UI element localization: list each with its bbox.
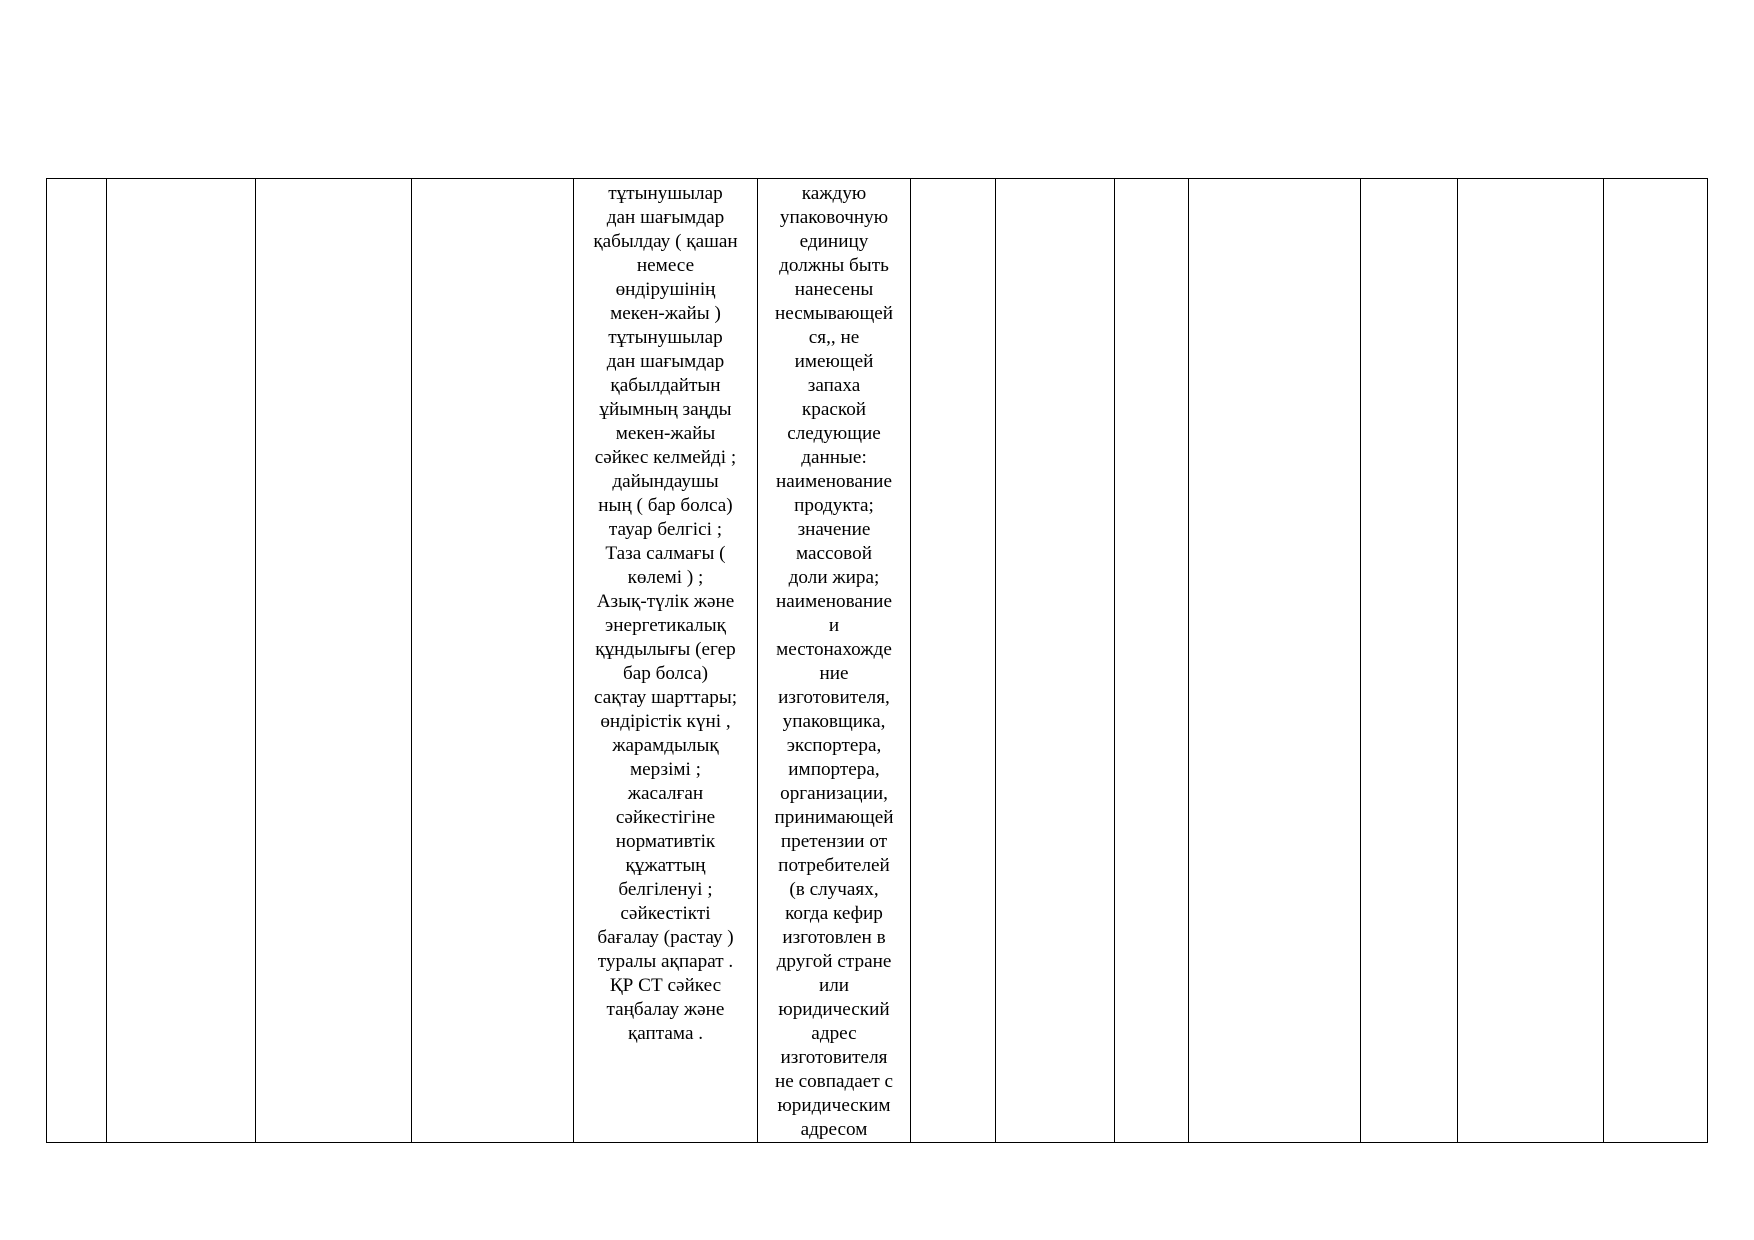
- text-line: ның ( бар болса): [598, 495, 733, 516]
- text-line: запаха: [807, 375, 861, 396]
- text-line: энергетикалық: [605, 615, 726, 636]
- text-line: и: [828, 615, 840, 636]
- text-line: белгіленуі ;: [618, 879, 713, 900]
- text-line: мерзімі ;: [630, 759, 701, 780]
- text-line: сақтау шарттары;: [593, 687, 738, 708]
- text-line: изготовлен в: [782, 927, 886, 948]
- text-line: өндірушінің: [615, 279, 716, 300]
- text-line: адресом: [800, 1119, 868, 1140]
- table-cell-1: [47, 179, 107, 1143]
- text-line: ние: [819, 663, 849, 684]
- russian-labeling-text: [758, 179, 910, 1142]
- text-line: наименование: [776, 471, 892, 492]
- text-line: когда кефир: [785, 903, 883, 924]
- text-line: мекен-жайы ): [610, 303, 721, 324]
- table-cell-11: [1361, 179, 1458, 1143]
- text-line: наименование: [776, 591, 892, 612]
- text-line: (в случаях,: [789, 879, 879, 900]
- text-line: не совпадает с: [774, 1071, 894, 1092]
- text-line: местонахожде: [776, 639, 892, 660]
- text-line: организации,: [780, 783, 888, 804]
- text-line: дайындаушы: [612, 471, 719, 492]
- table-cell-8: [996, 179, 1115, 1143]
- text-line: значение: [797, 519, 871, 540]
- table-cell-russian-labeling: [758, 179, 911, 1143]
- text-line: сәйкес келмейді ;: [594, 447, 737, 468]
- text-line: тұтынушылар: [608, 183, 723, 204]
- text-line: упаковочную: [779, 207, 889, 228]
- text-line: юридическим: [777, 1095, 891, 1116]
- text-line: другой стране: [776, 951, 892, 972]
- text-line: импортера,: [788, 759, 880, 780]
- text-line: принимающей: [774, 807, 894, 828]
- text-line: қабылдайтын: [610, 375, 721, 396]
- table-cell-4: [412, 179, 574, 1143]
- text-line: немесе: [636, 255, 695, 276]
- text-line: изготовителя,: [778, 687, 890, 708]
- text-line: дан шағымдар: [606, 351, 725, 372]
- text-line: ся,, не: [808, 327, 860, 348]
- text-line: құндылығы (егер: [595, 639, 736, 660]
- text-line: қабылдау ( қашан: [593, 231, 738, 252]
- table-row: [47, 179, 1708, 1143]
- text-line: доли жира;: [788, 567, 880, 588]
- table-cell-7: [911, 179, 996, 1143]
- text-line: ұйымның заңды: [599, 399, 732, 420]
- text-line: сәйкестікті: [620, 903, 711, 924]
- text-line: следующие: [787, 423, 881, 444]
- text-line: таңбалау және: [606, 999, 725, 1020]
- table-cell-2: [107, 179, 256, 1143]
- text-line: жасалған: [627, 783, 704, 804]
- table-cell-kazakh-labeling: [574, 179, 758, 1143]
- text-line: құжаттың: [625, 855, 706, 876]
- table-cell-9: [1115, 179, 1189, 1143]
- text-line: единицу: [799, 231, 869, 252]
- text-line: қаптама .: [627, 1023, 704, 1044]
- table-cell-10: [1189, 179, 1361, 1143]
- table-cell-12: [1458, 179, 1604, 1143]
- text-line: или: [818, 975, 850, 996]
- text-line: нормативтік: [615, 831, 716, 852]
- text-line: краской: [801, 399, 867, 420]
- text-line: дан шағымдар: [606, 207, 725, 228]
- text-line: өндірістік күні ,: [600, 711, 731, 732]
- text-line: Азық-түлік және: [596, 591, 735, 612]
- text-line: продукта;: [794, 495, 874, 516]
- table-cell-13: [1604, 179, 1708, 1143]
- text-line: туралы ақпарат .: [597, 951, 734, 972]
- text-line: тауар белгісі ;: [608, 519, 723, 540]
- text-line: каждую: [801, 183, 867, 204]
- text-line: нанесены: [794, 279, 874, 300]
- text-line: тұтынушылар: [608, 327, 723, 348]
- document-table: [46, 178, 1708, 1143]
- text-line: бар болса): [622, 663, 708, 684]
- text-line: сәйкестігіне: [615, 807, 716, 828]
- text-line: мекен-жайы: [615, 423, 716, 444]
- text-line: юридический: [778, 999, 890, 1020]
- text-line: претензии от: [780, 831, 888, 852]
- kazakh-labeling-text: [574, 179, 757, 1046]
- text-line: имеющей: [794, 351, 874, 372]
- text-line: данные:: [801, 447, 867, 468]
- text-line: Таза салмағы (: [605, 543, 726, 564]
- text-line: изготовителя: [780, 1047, 888, 1068]
- text-line: несмывающей: [774, 303, 894, 324]
- text-line: упаковщика,: [782, 711, 886, 732]
- text-line: должны быть: [779, 255, 889, 276]
- text-line: жарамдылық: [612, 735, 719, 756]
- text-line: ҚР СТ сәйкес: [609, 975, 722, 996]
- table-cell-3: [256, 179, 412, 1143]
- text-line: бағалау (растау ): [597, 927, 734, 948]
- text-line: массовой: [796, 543, 872, 564]
- text-line: адрес: [811, 1023, 857, 1044]
- text-line: экспортера,: [786, 735, 882, 756]
- text-line: көлемі ) ;: [627, 567, 704, 588]
- text-line: потребителей: [778, 855, 890, 876]
